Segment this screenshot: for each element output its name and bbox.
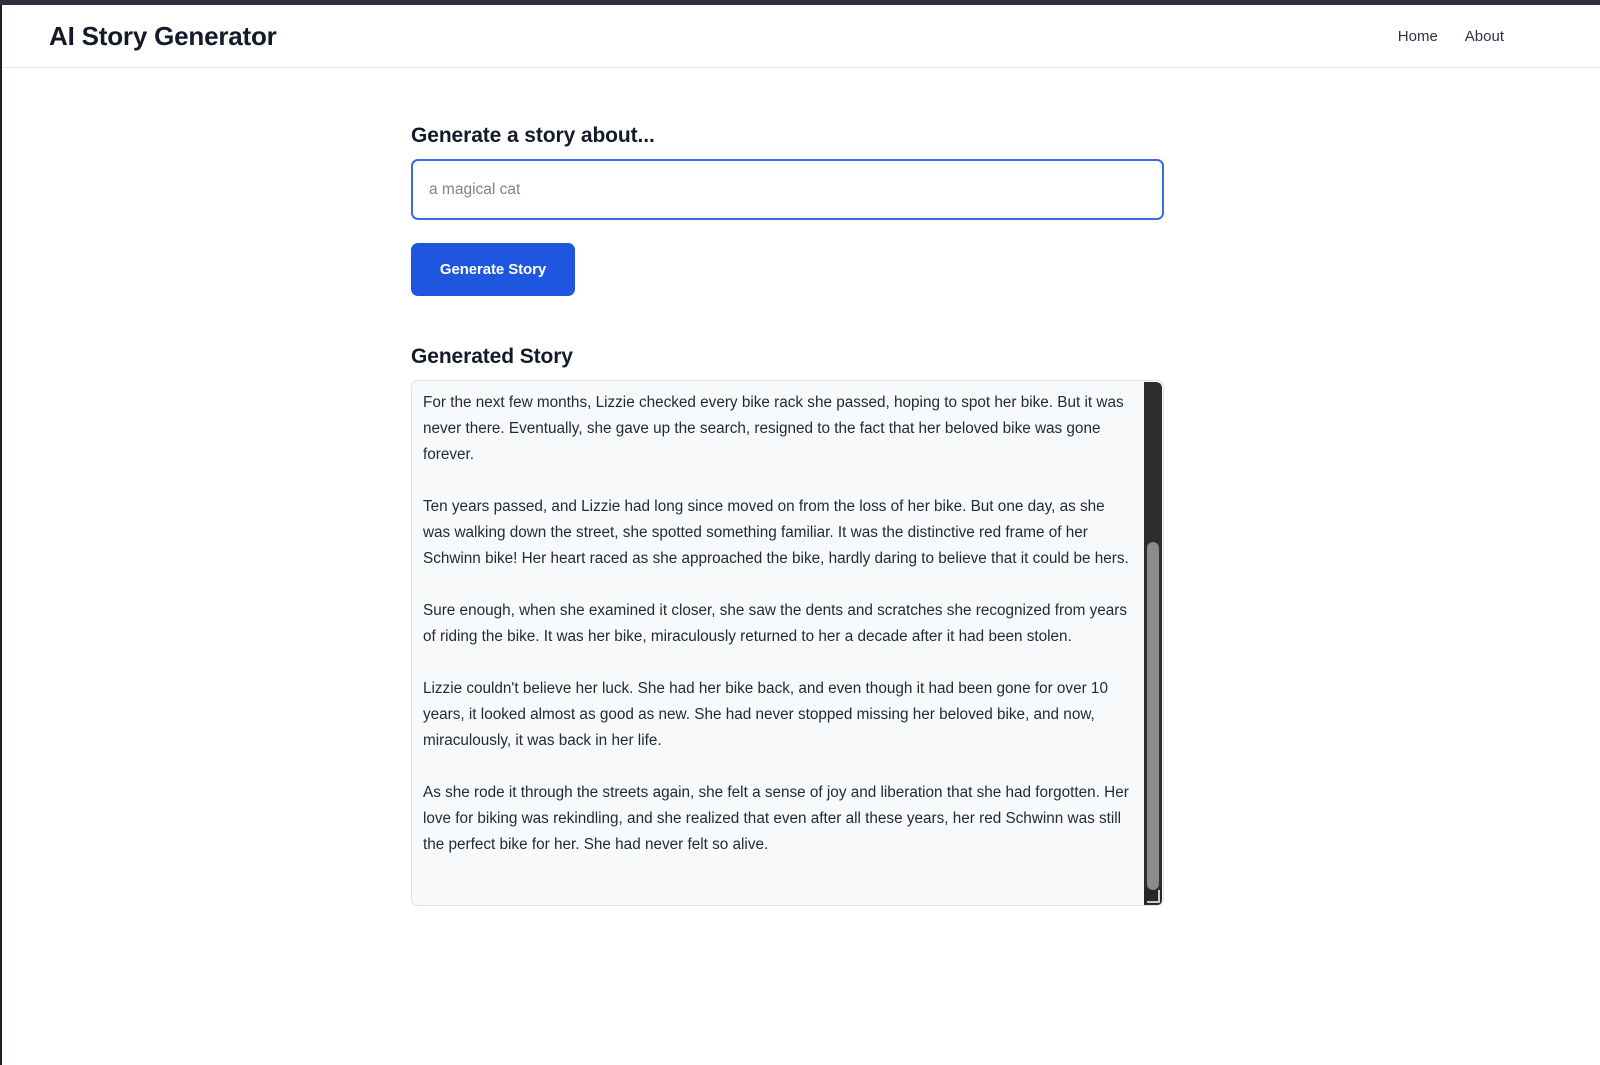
generated-story-area (411, 380, 1164, 906)
main-content (411, 124, 1171, 906)
story-scrollbar-thumb[interactable] (1147, 542, 1159, 890)
site-header (2, 5, 1600, 68)
page-root (2, 5, 1600, 1065)
story-prompt-input[interactable] (411, 159, 1164, 220)
generated-story-textarea[interactable] (411, 380, 1164, 906)
story-text-content (423, 390, 1141, 858)
story-paragraph: Lizzie couldn't believe her luck. She had her bike back, and even though it had been gone for over 10 years, it looked almost as good as new. She had never stopped missing her beloved bike, and now, miraculously, it was back in her life. (423, 680, 1108, 749)
generate-story-button[interactable]: Generate Story (411, 243, 575, 296)
nav-link-home[interactable]: Home (1397, 28, 1438, 45)
textarea-resize-handle[interactable] (1144, 890, 1162, 904)
story-paragraph: As she rode it through the streets again, she felt a sense of joy and liberation that she had forgotten. Her love for biking was rekindling, and she realized that even after all these years, her red Schwinn was still the perfect bike for her. She had never felt so alive. (423, 784, 1129, 853)
story-paragraph: Ten years passed, and Lizzie had long since moved on from the loss of her bike. But one day, as she was walking down the street, she spotted something familiar. It was the distinctive red frame of her Schwinn bike! Her heart raced as she approached the bike, hardly daring to believe that it could be hers. (423, 498, 1129, 567)
story-scrollbar-track[interactable] (1144, 382, 1162, 906)
prompt-field-label: Generate a story about... (411, 124, 655, 147)
generated-story-heading: Generated Story (411, 345, 573, 368)
story-paragraph: For the next few months, Lizzie checked every bike rack she passed, hoping to spot her bike. But it was never there. Eventually, she gave up the search, resigned to the fact that her beloved bike was gone forever. (423, 394, 1124, 463)
site-brand-title: AI Story Generator (49, 21, 277, 51)
nav-link-about[interactable]: About (1464, 28, 1504, 45)
story-paragraph: Sure enough, when she examined it closer, she saw the dents and scratches she recognized from years of riding the bike. It was her bike, miraculously returned to her a decade after it had been stolen. (423, 602, 1128, 645)
main-nav (1398, 28, 1504, 45)
